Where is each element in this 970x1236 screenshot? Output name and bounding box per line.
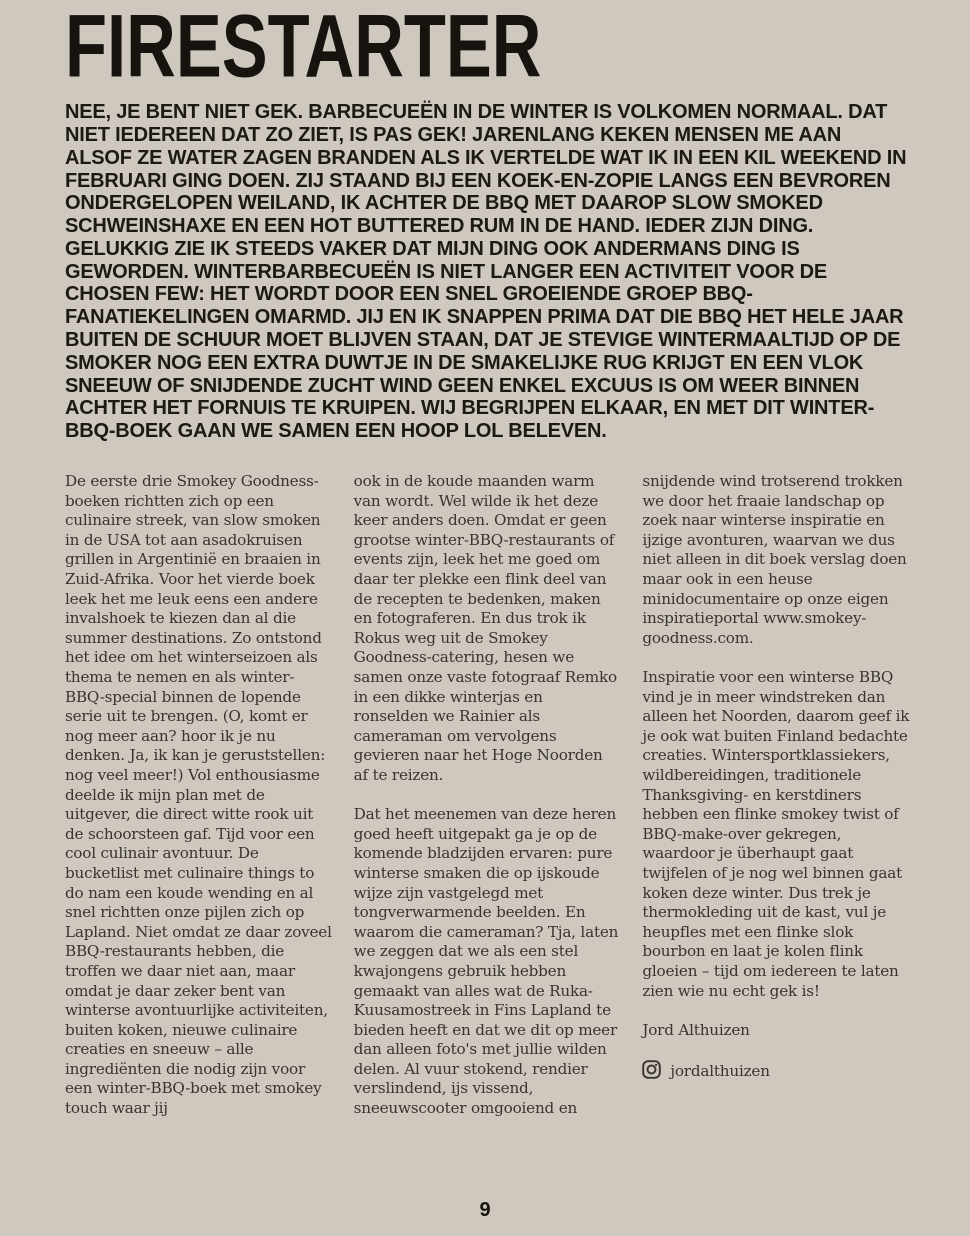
instagram-icon (642, 1060, 661, 1085)
text-column-3 (642, 472, 910, 1119)
intro-paragraph: NEE, JE BENT NIET GEK. BARBECUEËN IN DE WINTER IS VOLKOMEN NORMAAL. DAT NIET IEDEREEN DAT ZO ZIET, IS PAS GEK! JARENLANG KEKEN MENSEN ME AAN ALSOF ZE WATER ZAGEN BRANDEN ALS IK VERTELDE WAT IK IN EEN KIL WEEKEND IN FEBRUARI GING DOEN. ZIJ STAAND BIJ EEN KOEK-EN-ZOPIE LANGS EEN BEVROREN ONDERGELOPEN WEILAND, IK ACHTER DE BBQ MET DAAROP SLOW SMOKED SCHWEINSHAXE EN EEN HOT BUTTERED RUM IN DE HAND. IEDER ZIJN DING. GELUKKIG ZIE IK STEEDS VAKER DAT MIJN DING OOK ANDERMANS DING IS GEWORDEN. WINTERBARBECUEËN IS NIET LANGER EEN ACTIVITEIT VOOR DE CHOSEN FEW: HET WORDT DOOR EEN SNEL GROEIENDE GROEP BBQ-FANATIEKELINGEN OMARMD. JIJ EN IK SNAPPEN PRIMA DAT DIE BBQ HET HELE JAAR BUITEN DE SCHUUR MOET BLIJVEN STAAN, DAT JE STEVIGE WINTERMAALTIJD OP DE SMOKER NOG EEN EXTRA DUWTJE IN DE SMAKELIJKE RUG KRIJGT EN EEN VLOK SNEEUW OF SNIJDENDE ZUCHT WIND GEEN ENKEL EXCUUS IS OM WEER BINNEN ACHTER HET FORNUIS TE KRUIPEN. WIJ BEGRIJPEN ELKAAR, EN MET DIT WINTER-BBQ-BOEK GAAN WE SAMEN EEN HOOP LOL BELEVEN. (65, 101, 907, 443)
body-paragraph: snijdende wind trotserend trokken we door het fraaie landschap op zoek naar winterse inspiratie en ijzige avonturen, waarvan we dus niet alleen in dit boek verslag doen maar ook in een heuse minidocumentaire op onze eigen inspiratieportal www.smokey-goodness.com. (642, 472, 907, 647)
body-paragraph: Dat het meenemen van deze heren goed heeft uitgepakt ga je op de komende bladzijden ervaren: pure winterse smaken die op ijskoude wijze zijn vastgelegd met tongverwarmende beelden. En waarom die cameraman? Tja, laten we zeggen dat we als een stel kwajongens gebruik hebben gemaakt van alles wat de Ruka-Kuusamostreek in Fins Lapland te bieden heeft en dat we dit op meer dan alleen foto's met jullie wilden delen. Al vuur stokend, rendier verslindend, ijs vissend, sneeuwscooter omgooiend en (353, 805, 619, 1118)
text-column-1 (65, 472, 333, 1119)
text-column-2 (354, 472, 622, 1119)
body-paragraph: Inspiratie voor een winterse BBQ vind je in meer windstreken dan alleen het Noorden, daarom geef ik je ook wat buiten Finland bedachte creaties. Wintersportklassiekers, wildbereidingen, traditionele Thanksgiving- en kerstdiners hebben een flinke smokey twist of BBQ-make-over gekregen, waardoor je überhaupt gaat twijfelen of je nog wel binnen gaat koken deze winter. Dus trek je thermokleding uit de kast, vul je heupfles met een flinke slok bourbon en laat je kolen flink gloeien – tijd om iedereen te laten zien wie nu echt gek is! (642, 668, 910, 1000)
signature-block (642, 1021, 910, 1085)
body-columns (65, 472, 910, 1119)
page-number: 9 (479, 1199, 491, 1221)
signature-name: Jord Althuizen (642, 1020, 750, 1039)
instagram-handle-row (642, 1060, 910, 1085)
instagram-handle: jordalthuizen (670, 1062, 770, 1081)
body-paragraph: ook in de koude maanden warm van wordt. Wel wilde ik het deze keer anders doen. Omdat er geen grootse winter-BBQ-restaurants of events zijn, leek het me goed om daar ter plekke een flink deel van de recepten te bedenken, maken en fotograferen. En dus trok ik Rokus weg uit de Smokey Goodness-catering, hesen we samen onze vaste fotograaf Remko in een dikke winterjas en ronselden we Rainier als cameraman om vervolgens gevieren naar het Hoge Noorden af te reizen. (353, 472, 617, 784)
body-paragraph: De eerste drie Smokey Goodness-boeken richtten zich op een culinaire streek, van slow smoken in de USA tot aan asadokruisen grillen in Argentinië en braaien in Zuid-Afrika. Voor het vierde boek leek het me leuk eens een andere invalshoek te kiezen dan al die summer destinations. Zo ontstond het idee om het winterseizoen als thema te nemen en als winter-BBQ-special binnen de lopende serie uit te brengen. (O, komt er nog meer aan? hoor ik je nu denken. Ja, ik kan je geruststellen: nog veel meer!) Vol enthousiasme deelde ik mijn plan met de uitgever, die direct witte rook uit de schoorsteen gaf. Tijd voor een cool culinair avontuur. De bucketlist met culinaire things to do nam een koude wending en al snel richtten onze pijlen zich op Lapland. Niet omdat ze daar zoveel BBQ-restaurants hebben, die troffen we daar niet aan, maar omdat je daar zeker bent van winterse avontuurlijke activiteiten, buiten koken, nieuwe culinaire creaties en sneeuw – alle ingrediënten die nodig zijn voor een winter-BBQ-boek met smokey touch waar jij (65, 472, 332, 1118)
page-title: FIRESTARTER (65, 0, 542, 97)
